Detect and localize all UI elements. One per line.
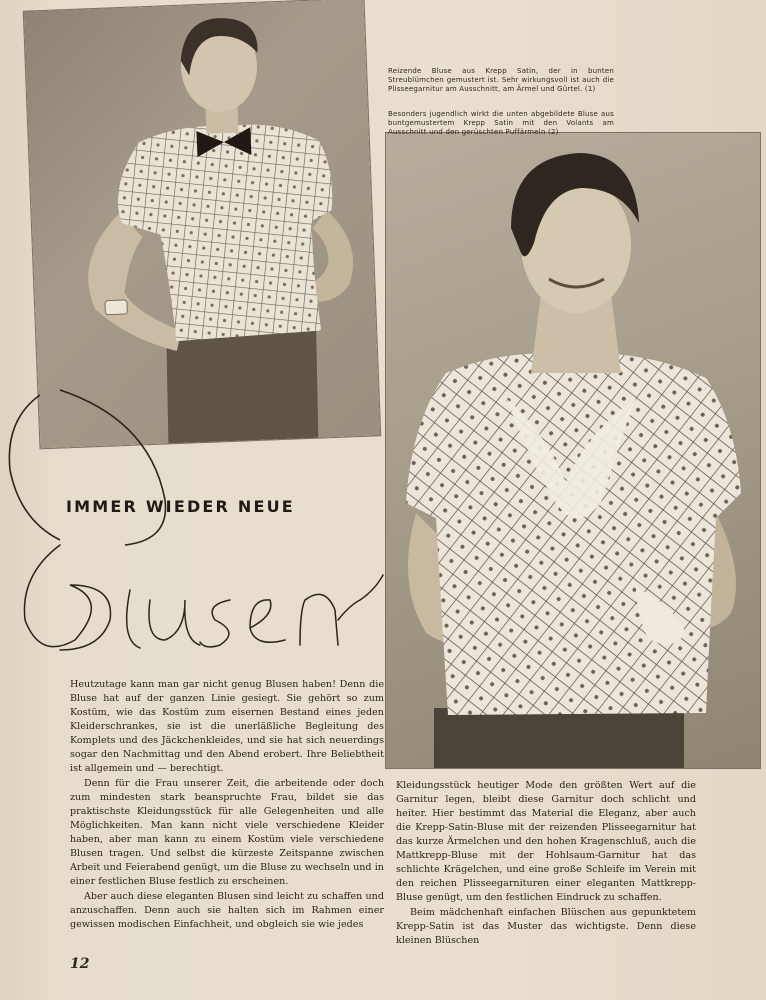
article-paragraph: Heutzutage kann man gar nicht genug Blusen haben! Denn die Bluse hat auf der ganzen Linie gesiegt. Sie gehört so zum Kostüm, wie das Kostüm zum eisernen Bestand eines jeden Kleiderschrankes, sie ist die unerläßliche Begleitung des Komplets und des Jäckchenkleides, und sie hat sich neuerdings sogar den Nachmittag und den Abend erobert. Ihre Beliebtheit ist allgemein und — berechtigt.: [70, 679, 384, 774]
caption-blouse-1: Reizende Bluse aus Krepp Satin, der in bunten Streublümchen gemustert ist. Sehr wirkungsvoll ist auch die Plisseegarnitur am Ausschnitt, am Ärmel und Gürtel. (1): [388, 67, 614, 93]
caption-blouse-2: Besonders jugendlich wirkt die unten abgebildete Bluse aus buntgemustertem Krepp Satin mit den Volants am Ausschnitt und den gerüschten Puffärmeln (2): [388, 110, 614, 136]
article-paragraph: Aber auch diese eleganten Blusen sind leicht zu schaffen und anzuschaffen. Denn auch sie halten sich im Rahmen einer gewissen modischen Einfachheit, und obgleich sie wie jedes: [70, 891, 384, 930]
headline-kicker: IMMER WIEDER NEUE: [66, 497, 295, 516]
article-paragraph: Beim mädchenhaft einfachen Blüschen aus gepunktetem Krepp-Satin ist das Muster das wichtigste. Denn diese kleinen Blüschen: [396, 907, 696, 946]
article-right-column: [396, 779, 696, 949]
article-paragraph: Kleidungsstück heutiger Mode den größten Wert auf die Garnitur legen, bleibt diese Garnitur doch schlicht und heiter. Hier bestimmt das Material die Eleganz, aber auch die Krepp-Satin-Bluse mit der reizenden Plisseegarnitur hat das kurze Ärmelchen und den hohen Kragenschluß, auch die Mattkrepp-Bluse mit der Hohlsaum-Garnitur hat das schlichte Krägelchen, und eine große Schleife im Verein mit den reichen Plisseegarnituren einer eleganten Mattkrepp-Bluse genügt, um den festlichen Eindruck zu schaffen.: [396, 780, 696, 903]
article-paragraph: Denn für die Frau unserer Zeit, die arbeitende oder doch zum mindesten stark beanspruchte Frau, bildet sie das praktischste Kleidungsstück für alle Gelegenheiten und alle Möglichkeiten. Man kann nicht viele verschiedene Kleider haben, aber man kann zu einem Kostüm viele verschiedene Blusen tragen. Und selbst die kürzeste Zeitspanne zwischen Arbeit und Feierabend genügt, um die Bluse zu wechseln und in einer festlichen Bluse festlich zu erscheinen.: [70, 778, 384, 887]
article-left-column: [70, 678, 384, 933]
page-number: 12: [70, 956, 90, 972]
